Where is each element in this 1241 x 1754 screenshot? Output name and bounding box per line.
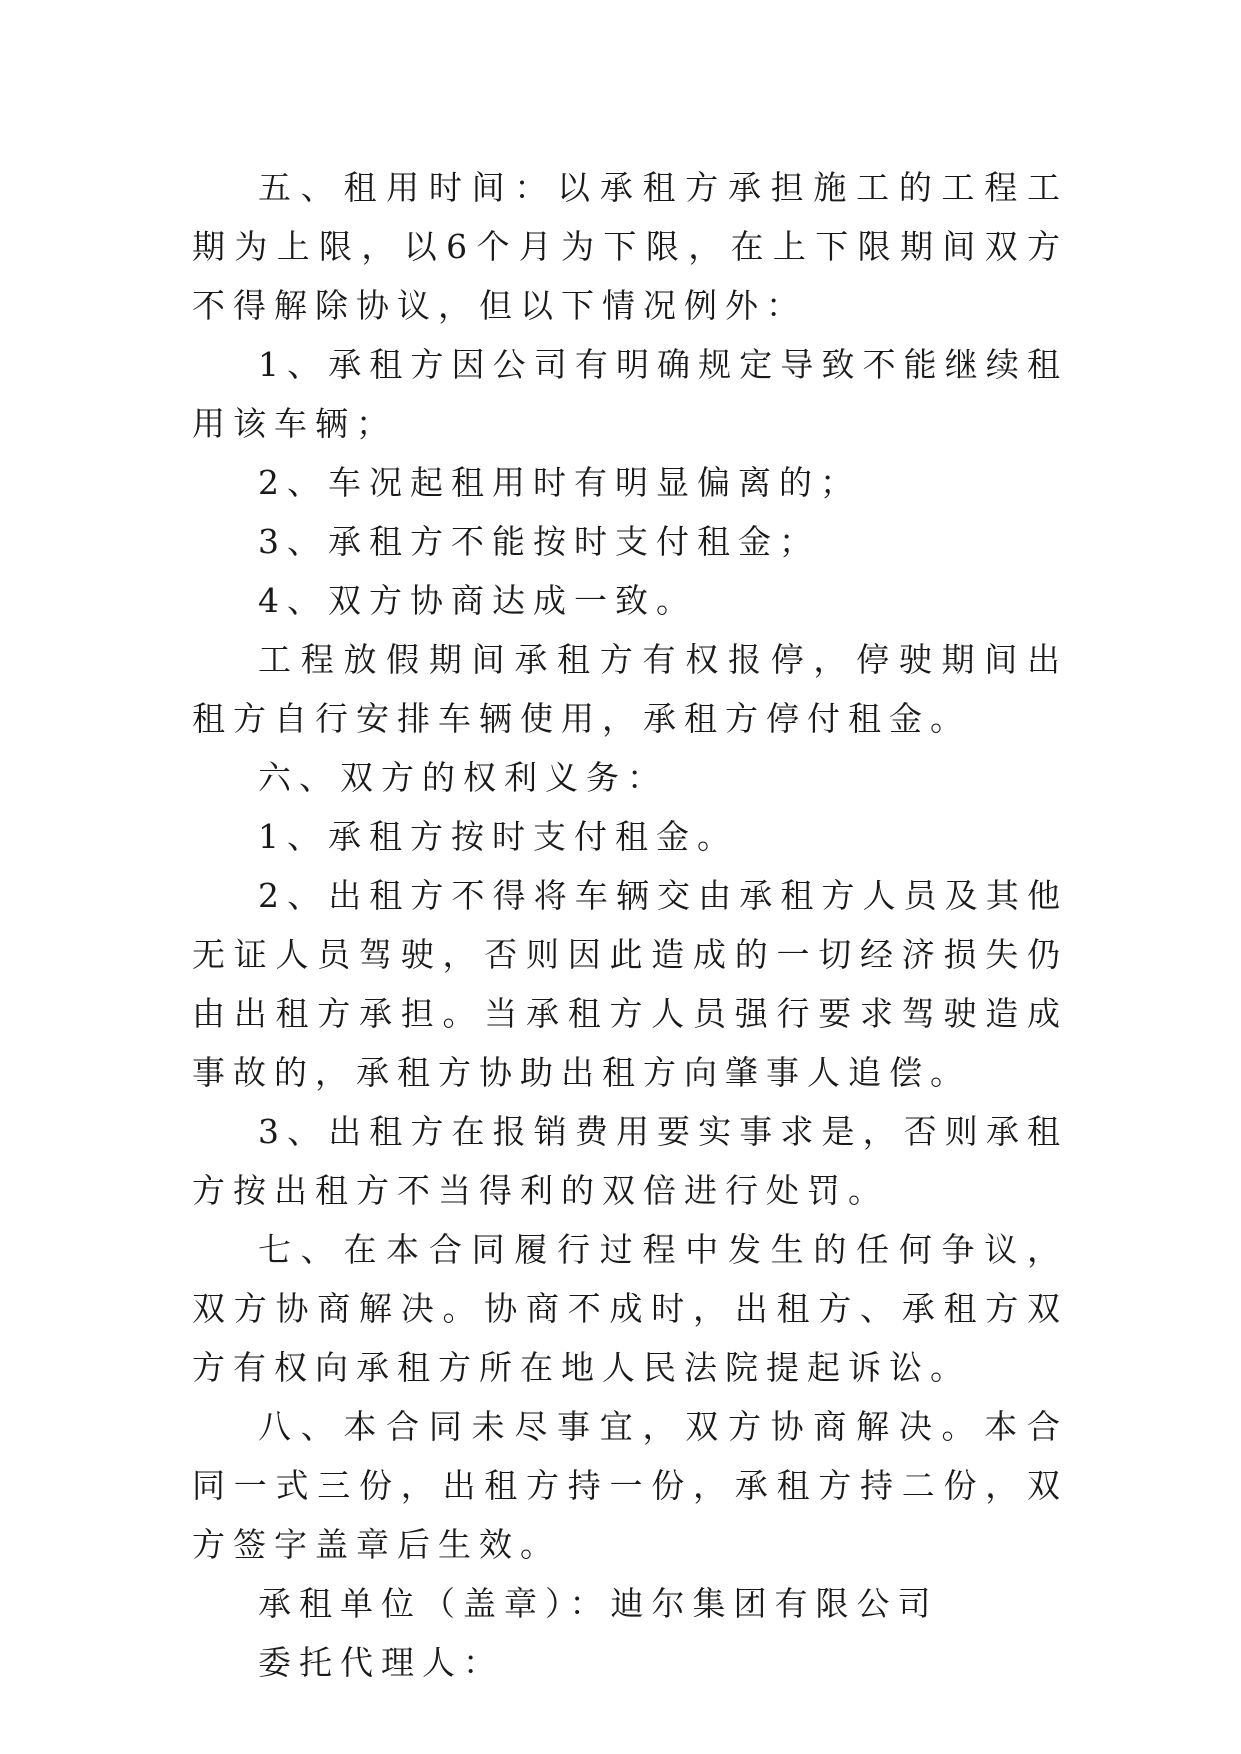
exception-item-3: 3、承租方不能按时支付租金；: [258, 522, 820, 561]
clause-5-rental-period: 五、租用时间：以承租方承担施工的工程工期为上限，以6个月为下限，在上下限期间双方不得解除协议，但以下情况例外：: [192, 168, 1068, 325]
document-body: [192, 158, 1068, 1692]
obligation-item-3: 3、出租方在报销费用要实事求是，否则承租方按出租方不当得利的双倍进行处罚。: [192, 1112, 1068, 1210]
clause-8-misc: 八、本合同未尽事宜，双方协商解决。本合同一式三份，出租方持一份，承租方持二份，双方签字盖章后生效。: [192, 1407, 1068, 1564]
obligation-item-1: 1、承租方按时支付租金。: [258, 817, 738, 856]
clause-7-disputes: 七、在本合同履行过程中发生的任何争议，双方协商解决。协商不成时，出租方、承租方双方有权向承租方所在地人民法院提起诉讼。: [192, 1230, 1068, 1387]
obligation-item-2: 2、出租方不得将车辆交由承租方人员及其他无证人员驾驶，否则因此造成的一切经济损失仍由出租方承担。当承租方人员强行要求驾驶造成事故的，承租方协助出租方向肇事人追偿。: [192, 876, 1068, 1092]
exception-item-4: 4、双方协商达成一致。: [258, 581, 697, 620]
clause-6-rights-obligations: 六、双方的权利义务：: [258, 758, 668, 797]
holiday-suspension-paragraph: 工程放假期间承租方有权报停，停驶期间出租方自行安排车辆使用，承租方停付租金。: [192, 640, 1068, 738]
agent-signature-line: 委托代理人：: [258, 1643, 504, 1682]
exception-item-1: 1、承租方因公司有明确规定导致不能继续租用该车辆；: [192, 345, 1068, 443]
exception-item-2: 2、车况起租用时有明显偏离的；: [258, 463, 861, 502]
lessee-signature-line: 承租单位（盖章）：迪尔集团有限公司: [258, 1584, 939, 1623]
